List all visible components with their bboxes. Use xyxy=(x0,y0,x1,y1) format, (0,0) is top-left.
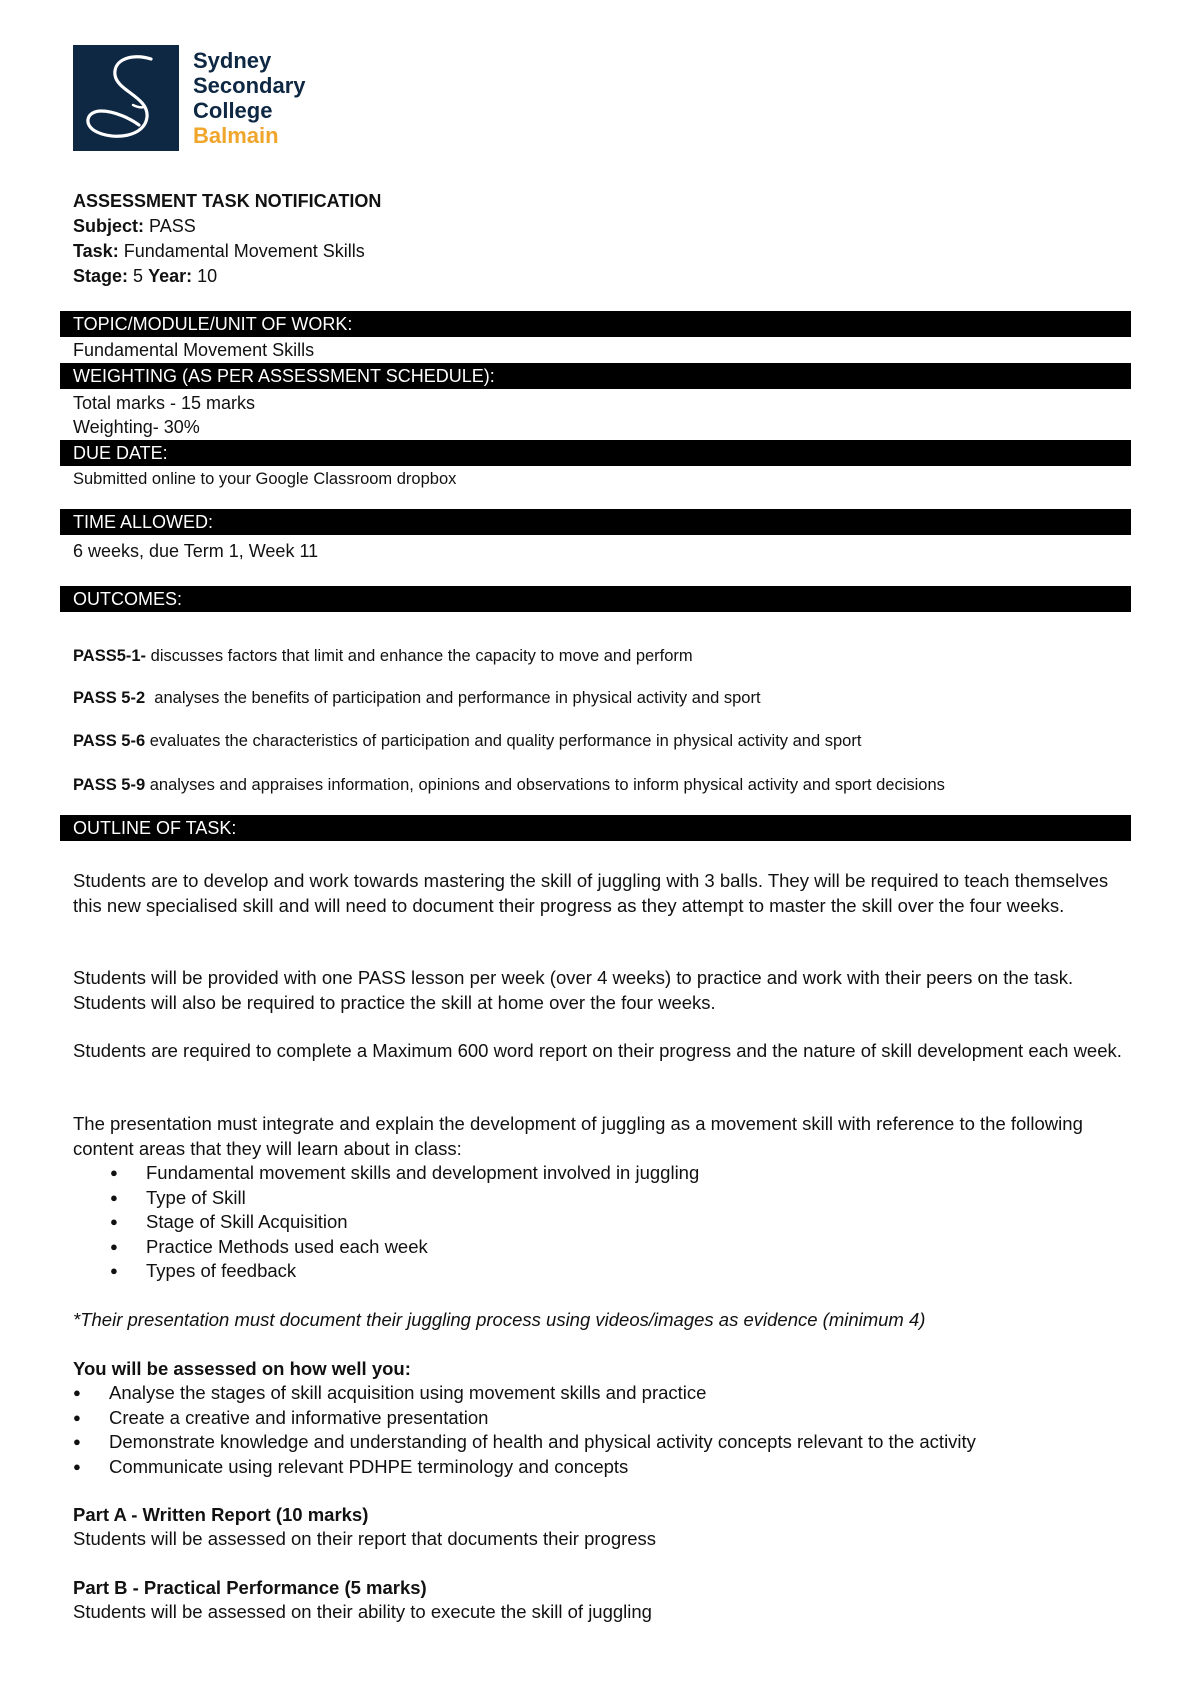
outcome-code: PASS5-1- xyxy=(73,647,147,665)
outline-paragraph: Students will be provided with one PASS lesson per week (over 4 weeks) to practice and work with their peers on the task. Students will also be required to practice the skill at home over the four weeks. xyxy=(73,967,1074,1013)
outline-paragraph: Students are to develop and work towards mastering the skill of juggling with 3 balls. They will be required to teach themselves this new specialised skill and will need to document their progress as they attempt to master the skill over the four weeks. xyxy=(73,870,1109,916)
section-bar-weighting: WEIGHTING (AS PER ASSESSMENT SCHEDULE): xyxy=(60,363,1131,389)
outcome-text: analyses and appraises information, opinions and observations to inform physical activity and sport decisions xyxy=(145,776,945,794)
time-value: 6 weeks, due Term 1, Week 11 xyxy=(73,541,319,561)
outcome-text: evaluates the characteristics of participation and quality performance in physical activity and sport xyxy=(145,732,862,750)
section-bar-topic: TOPIC/MODULE/UNIT OF WORK: xyxy=(60,311,1131,337)
logo-line-accent: Balmain xyxy=(193,123,279,148)
assessed-heading: You will be assessed on how well you: xyxy=(73,1358,411,1379)
part-a-heading: Part A - Written Report (10 marks) xyxy=(73,1504,369,1525)
weighting-percent: Weighting- 30% xyxy=(73,417,200,437)
assessed-list xyxy=(73,1381,976,1479)
logo-line: Sydney xyxy=(193,48,272,73)
task-header xyxy=(73,189,381,289)
outcome-text: analyses the benefits of participation and performance in physical activity and sport xyxy=(145,689,761,707)
subject-value: PASS xyxy=(149,216,196,236)
logo-wordmark xyxy=(193,48,306,148)
list-item: ● Fundamental movement skills and development involved in juggling xyxy=(110,1161,699,1186)
list-item: ● Communicate using relevant PDHPE terminology and concepts xyxy=(73,1455,976,1480)
list-item: ● Practice Methods used each week xyxy=(110,1235,699,1260)
stage-line xyxy=(73,264,381,289)
logo-line: College xyxy=(193,98,273,123)
list-item: ● Stage of Skill Acquisition xyxy=(110,1210,699,1235)
outcome-code: PASS 5-2 xyxy=(73,689,146,707)
logo-emblem xyxy=(73,45,179,151)
subject-line xyxy=(73,214,381,239)
part-b-text: Students will be assessed on their ability to execute the skill of juggling xyxy=(73,1601,652,1622)
task-value: Fundamental Movement Skills xyxy=(123,241,365,261)
task-line xyxy=(73,239,381,264)
outcome-item xyxy=(73,773,1133,797)
list-item: ● Analyse the stages of skill acquisition using movement skills and practice xyxy=(73,1381,976,1406)
outcome-item xyxy=(73,644,1133,668)
outcome-code: PASS 5-9 xyxy=(73,776,146,794)
topic-value: Fundamental Movement Skills xyxy=(73,340,315,360)
document-title: ASSESSMENT TASK NOTIFICATION xyxy=(73,191,382,211)
outcome-item xyxy=(73,729,1133,753)
section-bar-time-allowed: TIME ALLOWED: xyxy=(60,509,1131,535)
section-bar-outcomes: OUTCOMES: xyxy=(60,586,1131,612)
outcome-code: PASS 5-6 xyxy=(73,732,146,750)
outline-paragraph: Students are required to complete a Maximum 600 word report on their progress and the nature of skill development each week. xyxy=(73,1040,1122,1061)
logo-line: Secondary xyxy=(193,73,306,98)
due-value: Submitted online to your Google Classroom dropbox xyxy=(73,470,457,488)
year-label: Year: xyxy=(148,266,193,286)
stage-value: 5 xyxy=(133,266,144,286)
script-s-icon xyxy=(73,45,179,151)
section-bar-outline: OUTLINE OF TASK: xyxy=(60,815,1131,841)
outcome-text: discusses factors that limit and enhance the capacity to move and perform xyxy=(146,647,693,665)
list-item: ● Create a creative and informative presentation xyxy=(73,1406,976,1431)
outline-paragraph: The presentation must integrate and explain the development of juggling as a movement skill with reference to the following content areas that they will learn about in class: xyxy=(73,1113,1083,1159)
section-bar-due-date: DUE DATE: xyxy=(60,440,1131,466)
part-b-heading: Part B - Practical Performance (5 marks) xyxy=(73,1577,427,1598)
school-logo xyxy=(73,45,318,151)
weighting-total: Total marks - 15 marks xyxy=(73,393,256,413)
list-item: ● Types of feedback xyxy=(110,1259,699,1284)
part-a-text: Students will be assessed on their report that documents their progress xyxy=(73,1528,657,1549)
subject-label: Subject: xyxy=(73,216,145,236)
content-areas-list xyxy=(110,1161,699,1284)
list-item: ● Type of Skill xyxy=(110,1186,699,1211)
stage-label: Stage: xyxy=(73,266,129,286)
task-label: Task: xyxy=(73,241,119,261)
list-item: ● Demonstrate knowledge and understanding of health and physical activity concepts relevant to the activity xyxy=(73,1430,976,1455)
year-value: 10 xyxy=(197,266,218,286)
evidence-note: *Their presentation must document their juggling process using videos/images as evidence (minimum 4) xyxy=(73,1309,926,1330)
outcome-item xyxy=(73,686,1133,710)
